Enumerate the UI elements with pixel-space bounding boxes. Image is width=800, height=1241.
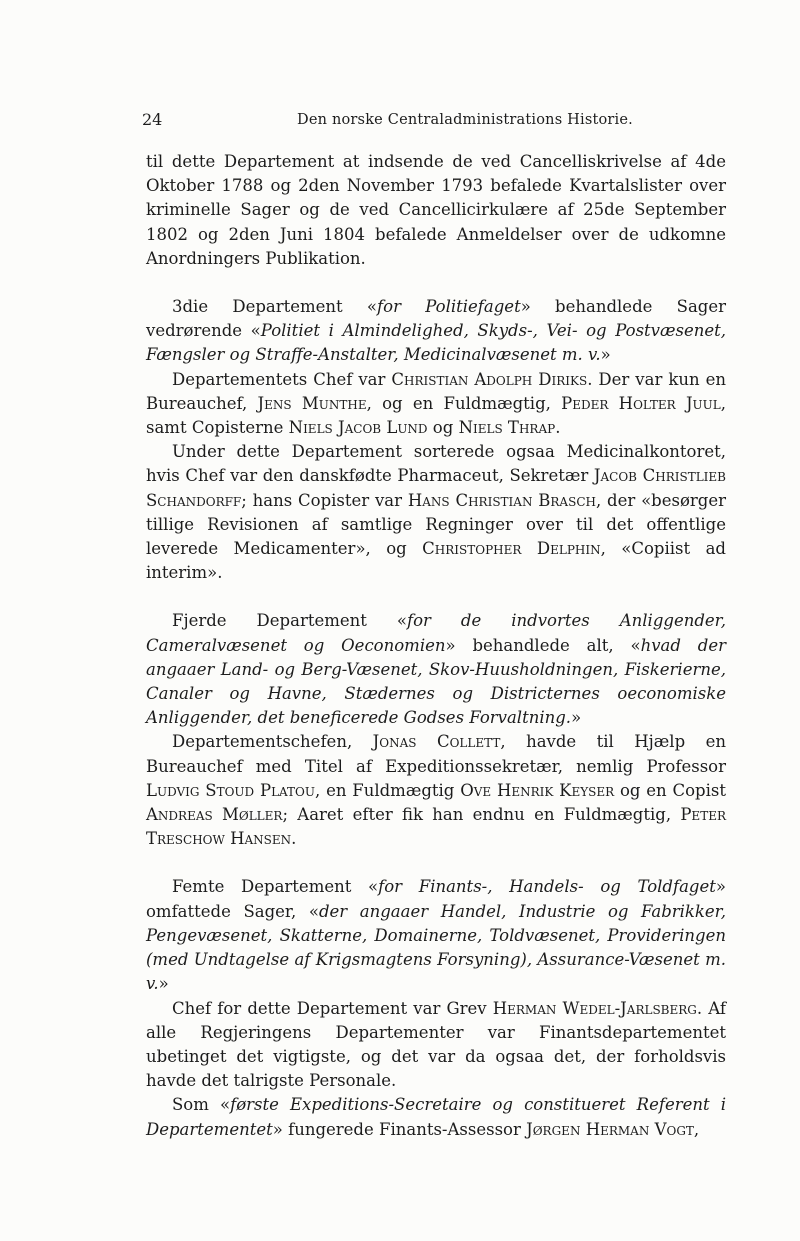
text-segment: og en Copist [614, 780, 726, 800]
person-name: Niels Thrap [458, 418, 556, 438]
person-name: Christian Adolph Diriks [391, 369, 588, 389]
person-name: Ludvig Stoud Platou [146, 780, 316, 800]
text-segment: , havde til Hjælp en Bureauchef med Titel af Expeditionssekretær, nemlig Professor [146, 732, 726, 776]
text-segment: . Der var kun en Bureauchef, [146, 369, 726, 413]
paragraph-7 [146, 875, 726, 996]
italic-segment: hvad der angaaer Land- og Berg-Væsenet, Skov-Huusholdningen, Fiskerierne, Canaler og Havne, Stædernes og Districternes oeconomiske Anliggender, det beneficerede Godses Forvaltning. [146, 635, 726, 728]
text-segment: » behandlede Sager vedrørende « [146, 297, 726, 341]
text-segment: . Af alle Regjeringens Departementer var Finantsdepartementet ubetinget det vigtigste, og det var da ogsaa det, der forholdsvis havde det talrigste Personale. [146, 998, 726, 1091]
italic-segment: Politiet i Almindelighed, Skyds-, Vei- og Postvæsenet, Fængsler og Straffe-Anstalter, Medicinalvæsenet m. v. [146, 321, 726, 365]
paragraph-1: til dette Departement at indsende de ved Cancelliskrivelse af 4de Oktober 1788 og 2den November 1793 befalede Kvartalslister over kriminelle Sager og de ved Cancellicirkulære af 25de September 1802 og 2den Juni 1804 befalede Anmeldelser over de udkomne Anordningers Publikation. [146, 152, 726, 268]
text-segment: ; hans Copister var [241, 490, 408, 510]
text-segment: » [600, 345, 611, 365]
text-segment: . [555, 418, 561, 438]
person-name: Christopher Delphin [422, 539, 601, 559]
text-segment: ; Aaret efter fik han endnu en Fuldmægtig, [282, 805, 681, 825]
italic-segment: første Expeditions-Secretaire og constitueret Referent i Departementet [146, 1095, 727, 1139]
person-name: Jacob Christlieb Schandorff [146, 466, 726, 510]
page-header [142, 110, 722, 136]
text-segment: , [693, 1119, 700, 1139]
text-segment: Som « [172, 1095, 231, 1115]
person-name: Jørgen Herman Vogt [526, 1119, 694, 1139]
paragraph-8 [146, 997, 726, 1094]
page-number: 24 [142, 110, 163, 129]
paragraph-6 [146, 730, 726, 851]
paragraph-3 [146, 368, 726, 441]
person-name: Jonas Collett [372, 732, 501, 752]
paragraph-2 [146, 295, 726, 368]
text-segment: Chef for dette Departement var Grev [172, 998, 493, 1018]
paragraph-4 [146, 440, 726, 585]
text-segment: Departementets Chef var [172, 369, 392, 389]
text-segment: Departementschefen, [172, 732, 373, 752]
text-segment: Under dette Departement sorterede ogsaa Medicinalkontoret, hvis Chef var den danskfødte Pharmaceut, Sekretær [146, 442, 726, 486]
italic-segment: for Finants-, Handels- og Toldfaget [378, 877, 716, 897]
text-segment: » [158, 974, 169, 994]
text-segment: , en Fuldmægtig [315, 780, 461, 800]
text-segment: , der «besørger tillige Revisionen af samtlige Regninger over til det offentlige leverede Medicamenter», og [146, 490, 726, 559]
italic-segment: for Politiefaget [377, 297, 521, 317]
person-name: Hans Christian Brasch [407, 490, 596, 510]
text-segment: , samt Copisterne [146, 393, 727, 438]
text-segment: Fjerde Departement « [172, 611, 407, 631]
person-name: Herman Wedel-Jarlsberg [492, 998, 697, 1018]
body-text [146, 150, 726, 1142]
paragraph-9 [146, 1093, 726, 1141]
italic-segment: der angaaer Handel, Industrie og Fabrikker, Pengevæsenet, Skatterne, Domainerne, Toldvæsenet, Provideringen (med Undtagelse af Krigsmagtens Forsyning), Assurance-Væsenet m. v. [146, 901, 727, 994]
text-segment: , «Copiist ad interim». [146, 539, 726, 583]
italic-segment: for de indvortes Anliggender, Cameralvæsenet og Oeconomien [146, 611, 726, 655]
text-segment: » [571, 708, 582, 728]
text-segment: , og en Fuldmægtig, [366, 393, 562, 413]
paragraph-5 [146, 609, 726, 730]
person-name: Peter Treschow Hansen [146, 805, 726, 849]
person-name: Peder Holter Juul [561, 393, 721, 413]
person-name: Niels Jacob Lund [288, 418, 428, 438]
person-name: Ove Henrik Keyser [460, 780, 615, 800]
text-segment: Femte Departement « [172, 877, 379, 897]
text-segment: » behandlede alt, « [445, 635, 641, 655]
text-segment: og [427, 418, 459, 438]
text-segment: 3die Departement « [172, 297, 378, 317]
text-segment: » fungerede Finants-Assessor [272, 1119, 527, 1139]
person-name: Andreas Møller [146, 805, 283, 825]
running-title: Den norske Centraladministrations Historie. [297, 112, 633, 128]
person-name: Jens Munthe [257, 393, 367, 413]
text-segment: » omfattede Sager, « [146, 877, 726, 921]
text-segment: . [291, 829, 297, 849]
